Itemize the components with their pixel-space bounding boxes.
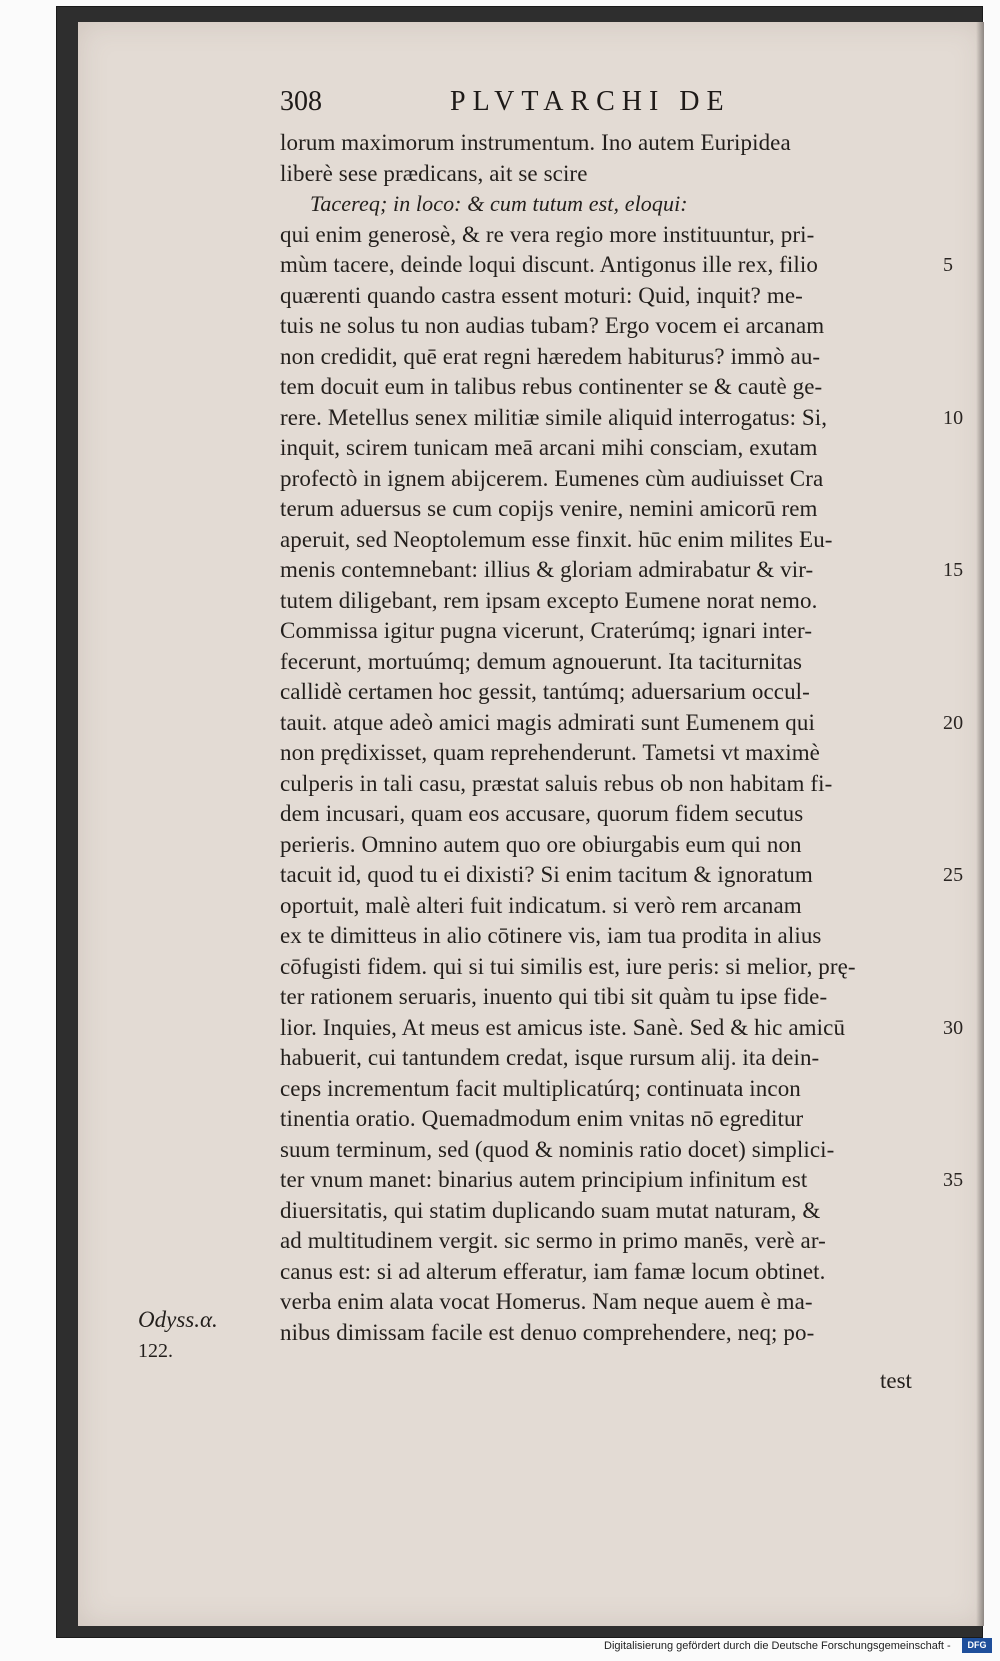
text-line <box>280 982 950 1013</box>
text-line <box>280 769 950 800</box>
line-text: lior. Inquies, At meus est amicus iste. Sanè. Sed & hic amicū <box>280 1014 846 1040</box>
line-text: tutem diligebant, rem ipsam excepto Eumene norat nemo. <box>280 587 818 613</box>
text-line <box>280 1135 950 1166</box>
text-line <box>280 891 950 922</box>
line-text: ad multitudinem vergit. sic sermo in primo manēs, verè ar- <box>280 1228 826 1253</box>
catchword: test <box>880 1368 912 1393</box>
text-line <box>280 1104 950 1135</box>
marginal-reference: Odyss.α. <box>138 1307 218 1332</box>
text-line <box>280 250 954 281</box>
line-text: aperuit, sed Neoptolemum esse finxit. hūc enim milites Eu- <box>280 526 833 552</box>
line-text: nibus dimissam facile est denuo comprehendere, neq; po- <box>280 1319 815 1345</box>
text-line <box>280 1226 950 1257</box>
text-line <box>280 1165 964 1196</box>
text-line <box>280 189 950 220</box>
marginal-note <box>138 1305 218 1366</box>
line-number: 10 <box>943 406 964 429</box>
text-line <box>280 1257 950 1288</box>
digitization-credit: Digitalisierung gefördert durch die Deutsche Forschungsgemeinschaft - <box>604 1640 951 1652</box>
text-line <box>280 647 950 678</box>
text-line <box>280 464 950 495</box>
text-line <box>280 403 964 434</box>
line-text: liberè sese prædicans, ait se scire <box>280 160 588 186</box>
text-line <box>280 1196 950 1227</box>
line-text: suum terminum, sed (quod & nominis ratio docet) simplici- <box>280 1136 835 1162</box>
line-text: rere. Metellus senex militiæ simile aliquid interrogatus: Si, <box>280 404 828 430</box>
text-line <box>280 1074 950 1105</box>
text-line <box>280 128 950 159</box>
line-text: menis contemnebant: illius & gloriam admirabatur & vir- <box>280 557 814 582</box>
text-line <box>280 372 950 403</box>
text-line <box>280 159 950 190</box>
line-text: Tacereq; in loco: & cum tutum est, eloqui: <box>310 191 688 216</box>
text-line <box>280 311 950 342</box>
line-number: 15 <box>943 559 964 581</box>
line-text: ceps incrementum facit multiplicatúrq; continuata incon <box>280 1075 801 1101</box>
line-text: tacuit id, quod tu ei dixisti? Si enim tacitum & ignoratum <box>280 862 813 887</box>
line-number: 30 <box>943 1016 964 1039</box>
line-text: tuis ne solus tu non audias tubam? Ergo vocem ei arcanam <box>280 313 825 338</box>
line-text: qui enim generosè, & re vera regio more instituuntur, pri- <box>280 221 815 247</box>
page-number: 308 <box>280 86 322 117</box>
line-text: verba enim alata vocat Homerus. Nam neque auem è ma- <box>280 1289 813 1314</box>
text-line <box>280 616 950 647</box>
text-line <box>280 220 950 251</box>
text-line <box>280 555 964 586</box>
line-text: tinentia oratio. Quemadmodum enim vnitas nō egreditur <box>280 1106 804 1131</box>
line-text: ter rationem seruaris, inuento qui tibi sit quàm tu ipse fide- <box>280 984 828 1009</box>
line-number: 20 <box>943 711 964 734</box>
line-text: oportuit, malè alteri fuit indicatum. si verò rem arcanam <box>280 892 802 918</box>
body-text <box>280 128 964 1348</box>
line-number: 25 <box>943 864 964 886</box>
text-line <box>280 1013 964 1044</box>
text-line <box>280 921 950 952</box>
text-line <box>280 1287 950 1318</box>
line-text: inquit, scirem tunicam meā arcani mihi consciam, exutam <box>280 435 818 460</box>
text-line <box>280 708 964 739</box>
running-title: PLVTARCHI DE <box>450 86 731 117</box>
line-number: 5 <box>943 254 954 276</box>
text-line <box>280 860 964 891</box>
line-text: diuersitatis, qui statim duplicando suam mutat naturam, & <box>280 1197 821 1223</box>
line-text: culperis in tali casu, præstat saluis rebus ob non habitam fi- <box>280 770 833 796</box>
text-line <box>280 525 950 556</box>
line-text: fecerunt, mortuúmq; demum agnouerunt. Ita taciturnitas <box>280 648 803 674</box>
line-text: profectò in ignem abijcerem. Eumenes cùm audiuisset Cra <box>280 465 824 491</box>
line-text: canus est: si ad alterum efferatur, iam famæ locum obtinet. <box>280 1258 826 1284</box>
text-line <box>280 738 950 769</box>
line-text: perieris. Omnino autem quo ore obiurgabis eum qui non <box>280 831 802 857</box>
line-text: quærenti quando castra essent moturi: Quid, inquit? me- <box>280 282 803 308</box>
text-line <box>280 677 950 708</box>
line-text: mùm tacere, deinde loqui discunt. Antigonus ille rex, filio <box>280 252 818 277</box>
page-header <box>280 86 820 126</box>
text-line <box>280 1043 950 1074</box>
line-text: non prędixisset, quam reprehenderunt. Tametsi vt maximè <box>280 740 820 765</box>
line-text: cōfugisti fidem. qui si tui similis est, iure peris: si melior, prę- <box>280 953 856 979</box>
text-line <box>280 799 950 830</box>
line-text: habuerit, cui tantundem credat, isque rursum alij. ita dein- <box>280 1045 820 1070</box>
text-line <box>280 1318 950 1349</box>
line-text: ex te dimitteus in alio cōtinere vis, iam tua prodita in alius <box>280 923 822 948</box>
line-text: lorum maximorum instrumentum. Ino autem Euripidea <box>280 130 791 155</box>
line-text: tauit. atque adeò amici magis admirati sunt Eumenem qui <box>280 709 815 735</box>
line-text: tem docuit eum in talibus rebus continenter se & cautè ge- <box>280 374 823 399</box>
line-text: ter vnum manet: binarius autem principium infinitum est <box>280 1167 808 1192</box>
line-text: dem incusari, quam eos accusare, quorum fidem secutus <box>280 801 804 826</box>
text-line <box>280 952 950 983</box>
text-line <box>280 342 950 373</box>
text-line <box>280 433 950 464</box>
line-text: non credidit, quē erat regni hæredem habiturus? immò au- <box>280 343 821 369</box>
line-text: Commissa igitur pugna vicerunt, Craterúmq; ignari inter- <box>280 618 813 643</box>
line-number: 35 <box>943 1169 964 1191</box>
text-line <box>280 830 950 861</box>
marginal-verse: 122. <box>138 1339 173 1362</box>
line-text: terum aduersus se cum copijs venire, nemini amicorū rem <box>280 496 818 521</box>
dfg-logo: DFG <box>962 1638 992 1653</box>
text-line <box>280 586 950 617</box>
text-line <box>280 281 950 312</box>
line-text: callidè certamen hoc gessit, tantúmq; aduersarium occul- <box>280 679 810 704</box>
text-line <box>280 494 950 525</box>
